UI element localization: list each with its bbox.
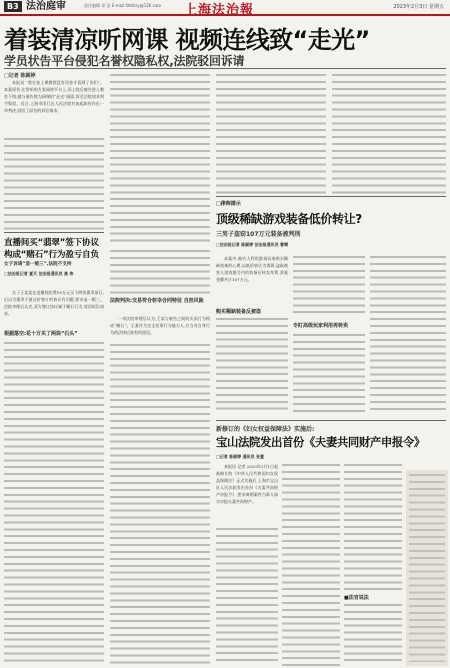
editor-info: 责任编辑 章 洁 E-mail:fzbfzsy@126.com bbox=[84, 3, 162, 8]
lead-column-4 bbox=[332, 74, 446, 194]
property-col-1: 本报讯 记者 2023年1月1日起新修订的《中华人民共和国妇女权益保障法》正式实施后,上海市宝山区人民法院发出首份《夫妻共同财产申报令》,要求离婚案件当事人如实申报夫妻共同财产。 bbox=[216, 464, 278, 666]
text-column-placeholder bbox=[216, 318, 288, 414]
gameaccount-col-1 bbox=[216, 318, 288, 414]
text-column-placeholder bbox=[4, 138, 104, 230]
lead-column-2 bbox=[110, 74, 210, 246]
text-column-placeholder bbox=[344, 464, 402, 590]
property-box-head: ■法官说法 bbox=[344, 595, 369, 601]
property-col-2 bbox=[282, 464, 340, 666]
lead-byline: □记者 陈颖婷 bbox=[4, 73, 36, 79]
text-column-placeholder bbox=[344, 604, 402, 666]
gameaccount-section-head-1: 购买稀缺装备反被盗 bbox=[216, 309, 262, 315]
gameaccount-byline: □法治报记者 陈颖婷 法治报通讯员 曹晴 bbox=[216, 242, 288, 247]
date-edition: 2023年2月3日 星期五 bbox=[393, 4, 444, 10]
gameaccount-col-2 bbox=[293, 256, 365, 414]
text-column-placeholder bbox=[293, 256, 365, 318]
gameaccount-intro: 本案中,被告人利用游戏玩家购买稀缺装备的心理,以低价转让为诱饵,盗取被害人游戏账号内的装备后转卖牟利,涉案金额共计107万元。 bbox=[216, 256, 288, 282]
lead-intro: 本报讯 “我在家上课教授没有问答才看到了你们”。本案原告,在常州的方某网络平台上,因上线后被告进入教室下线,她与被告数为网课的“走光”画面,诉至法院请求判令赔偿。近日,上海市闵行区人民法院对该起纠纷作出一审判决,驳回了原告的诉讼请求。 bbox=[4, 80, 104, 113]
text-column-placeholder bbox=[293, 334, 365, 414]
middle-section-head: 法院判决:交易符合射幸合同特征 自担风险 bbox=[110, 298, 204, 304]
divider bbox=[216, 420, 446, 421]
gambling-body bbox=[4, 342, 104, 666]
text-column-placeholder bbox=[110, 74, 210, 246]
gameaccount-tag: □律师提示 bbox=[216, 201, 241, 207]
gambling-subtitle: 女子诉请“退一赔三”,法院不支持 bbox=[4, 262, 72, 267]
property-byline: □记者 陈颖婷 通讯员 张萱 bbox=[216, 454, 264, 459]
lead-subhead: 学员状告平台侵犯名誉权隐私权,法院驳回诉请 bbox=[4, 54, 245, 68]
divider bbox=[4, 232, 104, 233]
property-col-3 bbox=[344, 464, 402, 666]
gambling-intro: 女子王某某在直播间花费10万元买下两块翡翠原石,后以为翡翠不值这价签订的协议有问题,要求退一赔三。法院审理后认定,双方签订协议属于赌石行为,驳回诉讼请求。 bbox=[4, 290, 104, 316]
page-badge: B3 bbox=[4, 1, 22, 12]
text-column-placeholder bbox=[370, 256, 446, 414]
text-column-placeholder bbox=[216, 528, 278, 666]
gameaccount-title: 顶级稀缺游戏装备低价转让? bbox=[216, 212, 362, 226]
gambling-title: 直播间买“翡翠”签下协议 bbox=[4, 238, 99, 248]
masthead bbox=[0, 0, 450, 16]
gameaccount-subtitle: 三男子盗窃107万元装备被判刑 bbox=[216, 231, 301, 238]
text-column-placeholder bbox=[110, 344, 210, 666]
gameaccount-section-head-2: 专盯高级玩家利用再转卖 bbox=[293, 323, 349, 329]
paper-logo: 上海法治報 bbox=[184, 3, 255, 18]
middle-body: 一审法院审理后认为,王某与被告之间的买卖行为构成“赌石”。王某作为完全民事行为能力人,应当对自身行为的法律后果有所预见。 bbox=[110, 316, 210, 666]
text-column-placeholder bbox=[409, 474, 445, 662]
text-column-placeholder bbox=[282, 464, 340, 666]
gambling-title-2: 构成“赌石”行为盈亏自负 bbox=[4, 250, 99, 260]
divider bbox=[216, 196, 446, 197]
text-column-placeholder bbox=[4, 342, 104, 666]
middle-body-top bbox=[110, 250, 210, 294]
text-column-placeholder bbox=[332, 74, 446, 194]
lead-column-3 bbox=[216, 74, 326, 194]
property-title: 宝山法院发出首份《夫妻共同财产申报令》 bbox=[216, 435, 425, 449]
property-series: 新修订的《妇女权益保障法》实施后: bbox=[216, 426, 315, 433]
divider bbox=[4, 68, 446, 69]
lead-headline: 着装清凉听网课 视频连线致“走光” bbox=[4, 26, 370, 54]
gambling-section-head: 根据落空:花十万买了两块“石头” bbox=[4, 331, 78, 337]
gambling-byline: □法治报记者 夏天 法治报通讯员 高 伟 bbox=[4, 271, 74, 276]
text-column-placeholder bbox=[216, 74, 326, 194]
lead-column-1 bbox=[4, 80, 104, 230]
gameaccount-col-3 bbox=[370, 256, 446, 414]
judge-commentary-box bbox=[406, 470, 448, 666]
section-name: 法治庭审 bbox=[26, 1, 66, 12]
text-column-placeholder bbox=[110, 250, 210, 294]
